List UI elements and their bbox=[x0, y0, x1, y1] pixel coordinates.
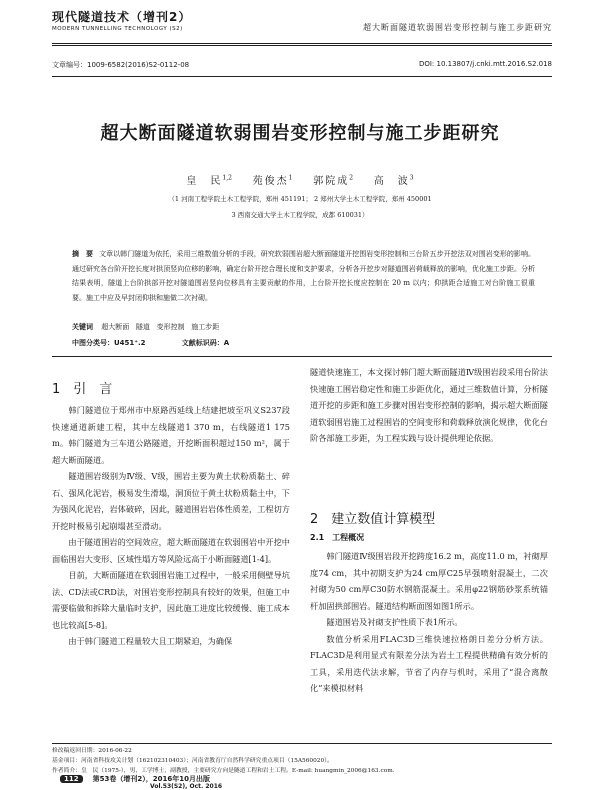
keyword: 变形控制 bbox=[156, 323, 185, 331]
keywords-label: 关键词 bbox=[72, 323, 93, 331]
author: 郭院成$^2$ bbox=[313, 174, 354, 187]
paragraph: 由于韩门隧道工程量较大且工期紧迫，为确保 bbox=[68, 636, 233, 646]
abstract-label: 摘 要 bbox=[72, 250, 94, 258]
author-note: 作者简介：皇 民（1975-），男，工学博士，副教授，主要研究方向是隧道工程和岩土工程。E-mail: huangmin_2006@163.com. bbox=[52, 768, 395, 774]
journal-name-en: MODERN TUNNELLING TECHNOLOGY (S2) bbox=[52, 26, 183, 32]
doi: DOI: 10.13807/j.cnki.mtt.2016.S2.018 bbox=[418, 60, 552, 68]
right-column-intro bbox=[310, 364, 548, 447]
author: 苑俊杰$^1$ bbox=[252, 174, 293, 187]
paragraph: 目前，大断面隧道在软弱围岩施工过程中，一般采用侧壁导坑法、CD法或CRD法，对围岩变形控制具有较好的效果，但施工中需要临做和拆除大量临时支护，因此施工进度比较缓慢、施工成本也比较高[5-8]。 bbox=[52, 570, 290, 630]
article-number: 文章编号：1009-6582(2016)S2-0112-08 bbox=[52, 61, 190, 69]
journal-name: 现代隧道技术（增刊2） bbox=[52, 10, 192, 24]
paragraph: 隧道围岩及衬砌支护性质下表1所示。 bbox=[326, 617, 463, 627]
author: 高 波$^3$ bbox=[373, 174, 414, 187]
classification bbox=[72, 338, 263, 348]
keyword: 超大断面 bbox=[101, 323, 130, 331]
paragraph: 数值分析采用FLAC3D三维快速拉格朗日差分分析方法。FLAC3D是利用显式有限差分法为岩土工程提供精确有效分析的工具，采用迭代法求解，节省了内存与机时，采用了“混合离散化”来模拟材料 bbox=[310, 633, 548, 693]
right-column-body bbox=[310, 548, 548, 697]
paragraph: 韩门隧道位于郑州市中原路西延线上结建把坡至巩义S237段快速通道新建工程，其中左线隧道1 370 m，右线隧道1 175 m。韩门隧道为三车道公路隧道，开挖断面积超过150 m²，属于超大断面隧道。 bbox=[52, 405, 290, 465]
abstract bbox=[72, 247, 535, 305]
keyword: 隧道 bbox=[135, 323, 150, 331]
paper-title: 超大断面隧道软弱围岩变形控制与施工步距研究 bbox=[100, 123, 500, 144]
page-number: 112 bbox=[60, 775, 83, 783]
left-column bbox=[52, 402, 290, 650]
paragraph: 韩门隧道Ⅳ级围岩段开挖跨度16.2 m，高度11.0 m，衬砌厚度74 cm，其中初期支护为24 cm厚C25早强喷射混凝土，二次衬砌为50 cm厚C30防水钢筋混凝土。采用φ22钢筋砂浆系统锚杆加固拱部围岩。隧道结构断面图如图1所示。 bbox=[310, 551, 548, 611]
abstract-text: 文章以韩门隧道为依托，采用三维数值分析的手段，研究软弱围岩超大断面隧道开挖围岩变形控制和三台阶五步开挖法双对围岩变形的影响。通过研究各台阶开挖长度对拱顶竖向位移的影响，确定台阶开挖合理长度和支护要求，分析各开挖步对隧道围岩荷载释放的影响，优化施工步距。分析结果表明，隧道上台阶拱部开挖对隧道围岩竖向位移具有主要贡献的作用，上台阶开挖长度应控制在 20 m 以内；仰拱距合适施工对台阶施工很重要。施工中应及早封闭仰拱和施做二次衬砌。 bbox=[72, 250, 535, 302]
fund-note: 基金项目：河南省科技攻关计划（162102310403）；河南省教育厅自然科学研究重点项目（15A560020）。 bbox=[52, 758, 333, 764]
clc-number: 中图分类号：U451⁺.2 bbox=[72, 339, 146, 347]
volume-info-en: Vol.53(S2), Oct. 2016 bbox=[150, 783, 223, 790]
keywords bbox=[72, 322, 219, 332]
affiliation-line-2: 3 西南交通大学土木工程学院，成都 610031） bbox=[231, 211, 369, 219]
meta-rule bbox=[52, 76, 552, 77]
paragraph: 隧道围岩级别为Ⅳ级、Ⅴ级，围岩主要为黄土状粉质黏土、碎石、强风化泥岩，极易发生滑塌，洞顶位于黄土状粉质黏土中，下为强风化泥岩，岩体破碎，因此，隧道围岩岩体性质差，工程切方开挖时极易引起崩塌甚至滑动。 bbox=[52, 471, 290, 531]
received-date: 修改稿返回日期：2016-06-22 bbox=[52, 748, 132, 754]
subsection-heading: 2.1 工程概况 bbox=[310, 533, 365, 542]
section-2-heading: 2 建立数值计算模型 bbox=[310, 512, 436, 527]
author: 皇 民$^{1,2}$ bbox=[186, 174, 232, 187]
footnotes bbox=[52, 746, 552, 776]
affiliation-line-1: （1 河南工程学院土木工程学院，郑州 451191； 2 郑州大学土木工程学院，郑州 450001 bbox=[168, 195, 432, 203]
document-code: 文献标识码：A bbox=[181, 339, 230, 347]
header-rule bbox=[52, 43, 552, 44]
running-title: 超大断面隧道软弱围岩变形控制与施工步距研究 bbox=[363, 23, 552, 32]
abstract-rule bbox=[52, 356, 552, 357]
paragraph: 隧道快速施工，本文探讨韩门超大断面隧道Ⅳ级围岩段采用台阶法快速施工围岩稳定性和施工步距优化，通过三维数值计算，分析隧道开挖的步距和施工步骤对围岩变形控制的影响，揭示超大断面隧道软弱围岩施工过程围岩的空间变形和荷载释放演化规律，优化台阶各部施工步距，为工程实践与设计提供理论依据。 bbox=[310, 367, 548, 443]
author-list bbox=[0, 172, 600, 187]
volume-info: 第53卷（增刊2），2016年10月出版 bbox=[92, 775, 210, 783]
header-rule-thin bbox=[52, 45, 552, 46]
section-1-heading: 1 引 言 bbox=[52, 382, 113, 397]
keyword: 施工步距 bbox=[191, 323, 220, 331]
paragraph: 由于隧道围岩的空间效应，超大断面隧道在软弱围岩中开挖中面临围岩大变形、区域性塌方等风险远高于小断面隧道[1-4]。 bbox=[52, 537, 290, 564]
footnote-rule bbox=[52, 743, 552, 744]
